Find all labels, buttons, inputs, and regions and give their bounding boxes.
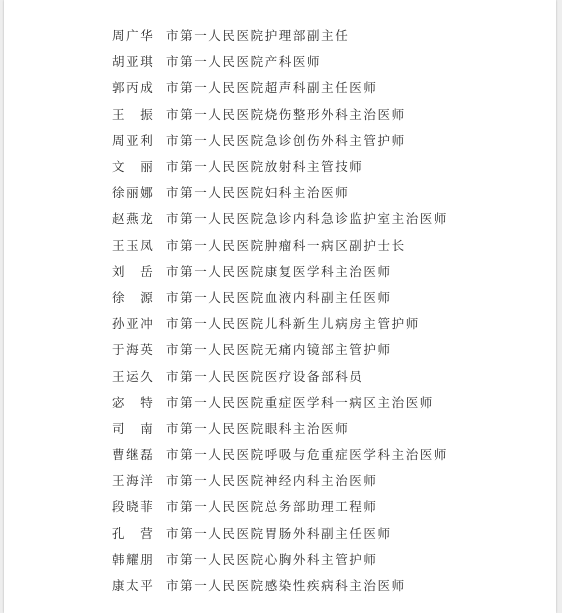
list-item bbox=[112, 101, 542, 127]
person-title: 市第一人民医院感染性疾病科主治医师 bbox=[166, 578, 406, 594]
person-name: 周亚利 bbox=[112, 132, 155, 148]
list-item bbox=[112, 572, 542, 598]
person-title: 市第一人民医院总务部助理工程师 bbox=[166, 499, 378, 515]
person-title: 市第一人民医院产科医师 bbox=[166, 54, 322, 70]
person-title: 市第一人民医院呼吸与危重症医学科主治医师 bbox=[166, 447, 449, 463]
person-name: 郭丙成 bbox=[112, 80, 155, 96]
person-name: 刘 岳 bbox=[112, 263, 155, 279]
person-title: 市第一人民医院医疗设备部科员 bbox=[166, 368, 364, 384]
person-title: 市第一人民医院烧伤整形外科主治医师 bbox=[166, 106, 406, 122]
person-name: 王运久 bbox=[112, 368, 155, 384]
person-title: 市第一人民医院眼科主治医师 bbox=[166, 420, 350, 436]
list-item bbox=[112, 179, 542, 205]
person-title: 市第一人民医院急诊创伤外科主管护师 bbox=[166, 132, 406, 148]
person-name: 徐丽娜 bbox=[112, 185, 155, 201]
person-title: 市第一人民医院血液内科副主任医师 bbox=[166, 289, 392, 305]
person-title: 市第一人民医院胃肠外科副主任医师 bbox=[166, 525, 392, 541]
person-title: 市第一人民医院康复医学科主治医师 bbox=[166, 263, 392, 279]
person-name: 韩耀朋 bbox=[112, 551, 155, 567]
person-name: 王 振 bbox=[112, 106, 155, 122]
person-name: 康太平 bbox=[112, 578, 155, 594]
list-item bbox=[112, 546, 542, 572]
person-name: 孙亚冲 bbox=[112, 316, 155, 332]
person-name: 孔 营 bbox=[112, 525, 155, 541]
person-name: 王玉凤 bbox=[112, 237, 155, 253]
list-item bbox=[112, 153, 542, 179]
list-item bbox=[112, 205, 542, 231]
list-item bbox=[112, 258, 542, 284]
person-title: 市第一人民医院神经内科主治医师 bbox=[166, 473, 378, 489]
person-name: 曹继磊 bbox=[112, 447, 155, 463]
person-title: 市第一人民医院儿科新生儿病房主管护师 bbox=[166, 316, 420, 332]
person-title: 市第一人民医院重症医学科一病区主治医师 bbox=[166, 394, 434, 410]
person-title: 市第一人民医院超声科副主任医师 bbox=[166, 80, 378, 96]
person-title: 市第一人民医院放射科主管技师 bbox=[166, 159, 364, 175]
person-title: 市第一人民医院肿瘤科一病区副护士长 bbox=[166, 237, 406, 253]
person-name: 王海洋 bbox=[112, 473, 155, 489]
person-name: 文 丽 bbox=[112, 159, 155, 175]
person-name: 于海英 bbox=[112, 342, 155, 358]
list-item bbox=[112, 22, 542, 48]
person-name: 段晓菲 bbox=[112, 499, 155, 515]
list-item bbox=[112, 389, 542, 415]
person-title: 市第一人民医院急诊内科急诊监护室主治医师 bbox=[166, 211, 449, 227]
list-item bbox=[112, 467, 542, 493]
list-item bbox=[112, 415, 542, 441]
person-name: 徐 源 bbox=[112, 289, 155, 305]
list-item bbox=[112, 232, 542, 258]
person-name: 赵燕龙 bbox=[112, 211, 155, 227]
list-item bbox=[112, 310, 542, 336]
list-item bbox=[112, 336, 542, 362]
list-item bbox=[112, 441, 542, 467]
list-item bbox=[112, 127, 542, 153]
person-title: 市第一人民医院妇科主治医师 bbox=[166, 185, 350, 201]
person-name: 宓 特 bbox=[112, 394, 155, 410]
list-item bbox=[112, 493, 542, 519]
person-name: 司 南 bbox=[112, 420, 155, 436]
list-item bbox=[112, 48, 542, 74]
list-item bbox=[112, 284, 542, 310]
person-name: 周广华 bbox=[112, 28, 155, 44]
person-title: 市第一人民医院护理部副主任 bbox=[166, 28, 350, 44]
document-page bbox=[4, 0, 556, 613]
person-name: 胡亚琪 bbox=[112, 54, 155, 70]
list-item bbox=[112, 362, 542, 388]
name-list bbox=[112, 22, 542, 598]
list-item bbox=[112, 520, 542, 546]
list-item bbox=[112, 74, 542, 100]
person-title: 市第一人民医院无痛内镜部主管护师 bbox=[166, 342, 392, 358]
person-title: 市第一人民医院心胸外科主管护师 bbox=[166, 551, 378, 567]
